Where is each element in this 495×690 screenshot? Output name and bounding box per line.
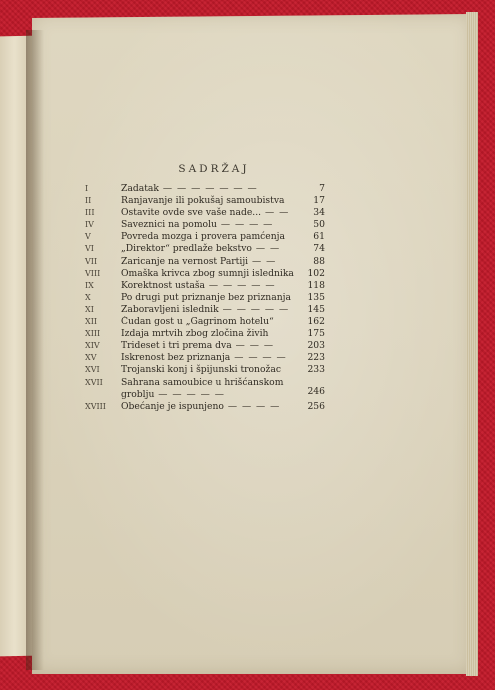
chapter-number: X — [85, 292, 91, 302]
dot-leader: — — — — — [230, 352, 287, 364]
chapter-number: XI — [85, 304, 94, 314]
toc-entry — [85, 352, 325, 364]
chapter-title — [121, 183, 299, 195]
chapter-title-text: Omaška krivca zbog sumnji islednika — [121, 267, 294, 279]
page-number: 102 — [307, 267, 325, 279]
dot-leader: — — — — — [216, 219, 274, 231]
toc-entry — [85, 207, 325, 219]
chapter-title — [121, 219, 299, 231]
chapter-title — [121, 377, 299, 401]
dot-leader: — — — — — — [218, 303, 290, 315]
chapter-title-continuation — [121, 389, 299, 401]
chapter-number: XV — [85, 353, 97, 363]
page-number: 135 — [307, 291, 325, 303]
toc-entry — [85, 280, 325, 292]
chapter-title — [121, 316, 299, 328]
page-number: 145 — [307, 303, 325, 315]
toc-entry — [85, 377, 325, 401]
page-number: 74 — [313, 243, 325, 255]
chapter-title — [121, 401, 299, 413]
chapter-title-text: Čudan gost u „Gagrinom hotelu“ — [121, 316, 274, 328]
dot-leader: — — — [248, 255, 277, 267]
chapter-number: XIV — [85, 341, 100, 351]
page-number: 233 — [307, 364, 325, 376]
chapter-title — [121, 195, 299, 207]
chapter-number: IV — [85, 220, 94, 230]
chapter-title-text: Obećanje je ispunjeno — [121, 400, 224, 412]
chapter-title — [121, 304, 299, 316]
chapter-title-text: Korektnost ustaša — [121, 279, 206, 291]
toc-entry — [85, 304, 325, 316]
dot-leader: — — — — — [223, 400, 281, 412]
toc-entry — [85, 364, 325, 376]
chapter-title-text: Izdaja mrtvih zbog zločina živih — [121, 328, 269, 340]
chapter-number: II — [85, 196, 92, 206]
page-number: 118 — [307, 279, 325, 291]
toc-entry — [85, 292, 325, 304]
spine-shadow — [26, 30, 44, 670]
page-number: 223 — [307, 352, 325, 364]
toc-entry — [85, 183, 325, 195]
chapter-title-text: Zaricanje na vernost Partiji — [121, 255, 249, 267]
chapter-number: VII — [85, 256, 98, 266]
chapter-title-text: Ostavite ovde sve vaše nade... — [121, 207, 262, 219]
chapter-title-text: „Direktor“ predlaže bekstvo — [121, 243, 252, 255]
chapter-title-text: Zaboravljeni islednik — [121, 303, 219, 315]
chapter-number: XIII — [85, 329, 101, 339]
chapter-title — [121, 243, 299, 255]
page-number: 61 — [313, 231, 325, 243]
chapter-title — [121, 352, 299, 364]
toc-entry — [85, 219, 325, 231]
toc-heading: SADRŽAJ — [178, 163, 250, 175]
chapter-number: VI — [85, 244, 94, 254]
page-edges — [466, 12, 478, 676]
page-number: 175 — [307, 328, 325, 340]
chapter-title — [121, 256, 299, 268]
chapter-number: V — [85, 232, 91, 242]
dot-leader: — — — — — — — — [158, 183, 258, 194]
dot-leader: — — — [261, 207, 290, 219]
chapter-number: XVI — [85, 365, 100, 375]
chapter-title — [121, 364, 299, 376]
chapter-title-text: Trideset i tri prema dva — [121, 340, 232, 352]
chapter-title — [121, 231, 299, 243]
chapter-title-text: Iskrenost bez priznanja — [121, 352, 231, 364]
toc-entry — [85, 340, 325, 352]
chapter-title — [121, 328, 299, 340]
table-of-contents — [85, 183, 325, 413]
page-number: 203 — [307, 340, 325, 352]
chapter-number: XVIII — [85, 401, 106, 411]
chapter-number: XII — [85, 317, 98, 327]
chapter-title-text: Zadatak — [121, 183, 159, 194]
page-number: 88 — [313, 255, 325, 267]
toc-entry — [85, 256, 325, 268]
chapter-number: I — [85, 184, 89, 193]
chapter-number: III — [85, 208, 95, 218]
page-number: 246 — [307, 385, 325, 397]
toc-entry — [85, 231, 325, 243]
chapter-number: XVII — [85, 377, 103, 387]
toc-entry — [85, 316, 325, 328]
chapter-number: IX — [85, 280, 94, 290]
chapter-title-text: Ranjavanje ili pokušaj samoubistva — [121, 195, 285, 207]
chapter-title — [121, 292, 299, 304]
page-number: 17 — [313, 195, 325, 207]
page-number: 162 — [307, 316, 325, 328]
toc-entry — [85, 401, 325, 413]
chapter-title-text: Saveznici na pomolu — [121, 219, 217, 231]
chapter-title-text-line2: groblju — [121, 388, 155, 400]
page-number: 50 — [313, 219, 325, 231]
chapter-title — [121, 268, 299, 280]
chapter-number: VIII — [85, 268, 101, 278]
chapter-title-text: Sahrana samoubice u hrišćanskom — [121, 376, 284, 388]
chapter-title — [121, 280, 299, 292]
chapter-title — [121, 207, 299, 219]
page-number: 34 — [313, 207, 325, 219]
dot-leader: — — — — — — [154, 388, 225, 400]
toc-entry — [85, 195, 325, 207]
dot-leader: — — — — [231, 340, 275, 352]
chapter-title-text: Po drugi put priznanje bez priznanja — [121, 291, 291, 303]
dot-leader: — — — [251, 243, 281, 255]
page-number: 256 — [307, 400, 325, 412]
chapter-title-text: Povreda mozga i provera pamćenja — [121, 231, 285, 243]
toc-entry — [85, 268, 325, 280]
page-number: 7 — [319, 183, 325, 194]
toc-entry — [85, 243, 325, 255]
chapter-title — [121, 340, 299, 352]
toc-entry — [85, 328, 325, 340]
dot-leader: — — — — — — [205, 279, 276, 291]
chapter-title-text: Trojanski konj i špijunski tronožac — [121, 364, 281, 376]
